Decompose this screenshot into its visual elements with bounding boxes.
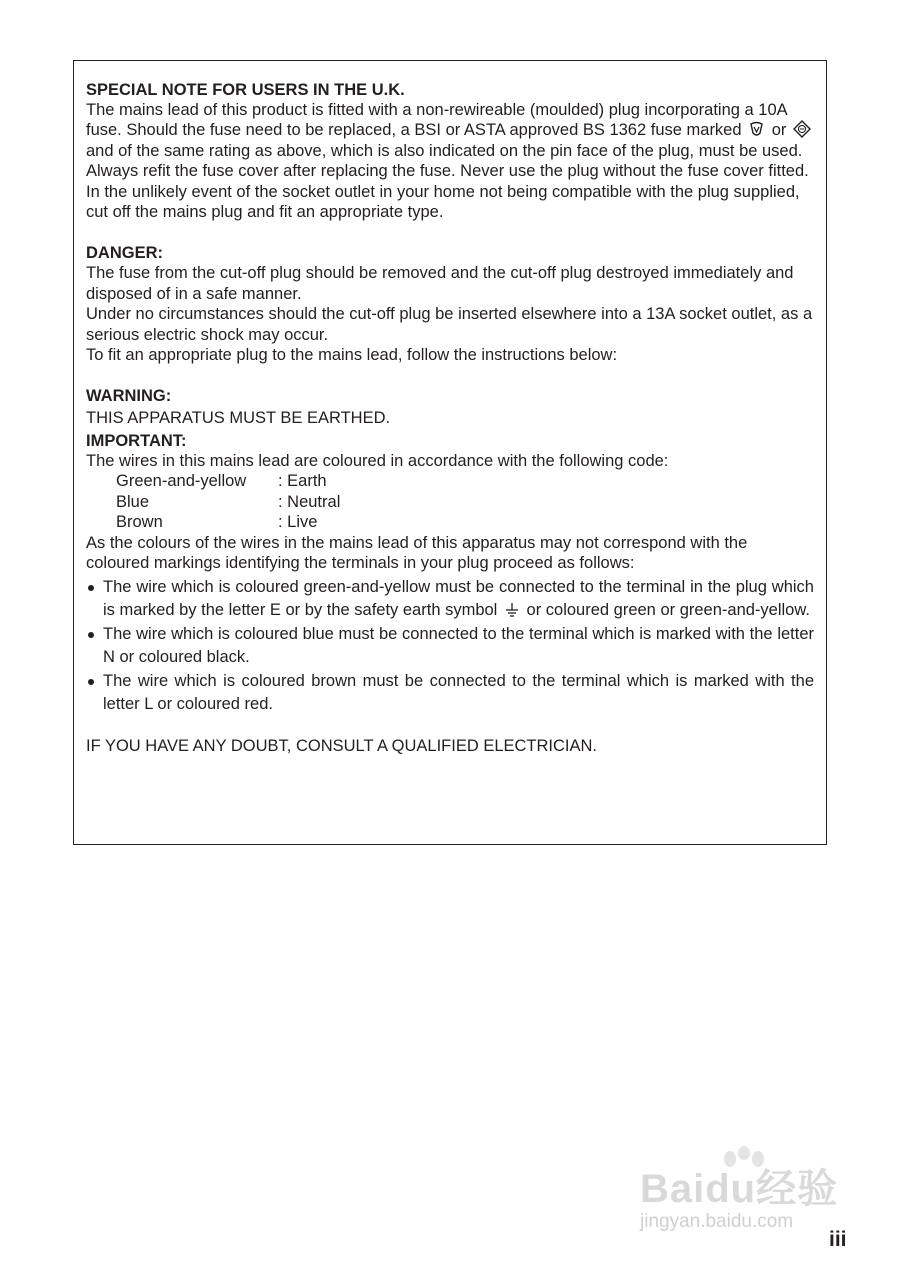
special-note-p1-or: or [767,121,791,140]
warning-heading: WARNING: [86,387,172,406]
important-follow-text: As the colours of the wires in the mains lead of this apparatus may not correspond with the coloured markings identifying the terminals in your plug proceed as follows: [86,533,748,572]
uk-special-note-box [73,60,827,845]
earth-symbol-icon [504,602,520,618]
special-note-p1-after: and of the same rating as above, which is also indicated on the pin face of the plug, must be used. [86,141,803,160]
bsi-kitemark-icon [748,121,765,138]
wire-colour: Green-and-yellow [116,472,247,491]
danger-paragraph-3: To fit an appropriate plug to the mains lead, follow the instructions below: [86,346,618,365]
important-heading: IMPORTANT: [86,431,187,450]
wire-meaning: : Neutral [278,492,341,511]
page-number: iii [829,1228,847,1251]
list-item [86,623,814,669]
bullet-1-before: The wire which is coloured green-and-yellow must be connected to the terminal in the plug which is marked by the letter E or by the safety earth symbol [103,578,814,620]
wiring-instructions-list [86,576,814,716]
special-note-p1-before: The mains lead of this product is fitted with a non-rewireable (moulded) plug incorporating a 10A fuse. Should the fuse need to be replaced, a BSI or ASTA approved BS 1362 fuse marked [86,101,787,140]
wire-colour: Brown [116,513,163,532]
wire-meaning: : Earth [278,472,327,491]
warning-text: THIS APPARATUS MUST BE EARTHED. [86,409,391,428]
bullet-icon [88,632,94,638]
bullet-icon [88,679,94,685]
bullet-2-text: The wire which is coloured blue must be connected to the terminal which is marked with the letter N or coloured black. [103,625,814,667]
special-note-paragraph-2: Always refit the fuse cover after replacing the fuse. Never use the plug without the fuse cover fitted. [86,162,809,181]
asta-mark-icon [793,120,811,138]
special-note-heading: SPECIAL NOTE FOR USERS IN THE U.K. [86,81,405,99]
section-gap [86,717,814,736]
wire-code-row [116,471,340,491]
danger-heading: DANGER: [86,244,163,263]
wire-colour-code-table [116,471,340,532]
list-item [86,670,814,716]
bullet-3-text: The wire which is coloured brown must be connected to the terminal which is marked with the letter L or coloured red. [103,672,814,714]
danger-paragraph-2: Under no circumstances should the cut-off plug be inserted elsewhere into a 13A socket outlet, as a serious electric shock may occur. [86,305,813,344]
wire-code-row [116,512,340,532]
special-note-paragraph-1 [86,100,814,161]
baidu-watermark [640,1145,855,1245]
wire-meaning: : Live [278,513,318,532]
section-gap [86,365,814,386]
wire-colour: Blue [116,492,150,511]
list-item [86,576,814,622]
section-gap [86,222,814,243]
wire-code-row [116,492,340,512]
watermark-logo: Baidu经验 [640,1167,839,1211]
watermark-url: jingyan.baidu.com [640,1211,794,1232]
bullet-1-after: or coloured green or green-and-yellow. [521,601,810,620]
danger-paragraph-1: The fuse from the cut-off plug should be removed and the cut-off plug destroyed immediately and disposed of in a safe manner. [86,264,794,303]
special-note-paragraph-3: In the unlikely event of the socket outlet in your home not being compatible with the plug supplied, cut off the mains plug and fit an appropriate type. [86,182,800,222]
important-intro: The wires in this mains lead are coloured in accordance with the following code: [86,451,669,470]
bullet-icon [88,585,94,591]
closing-advice: IF YOU HAVE ANY DOUBT, CONSULT A QUALIFIED ELECTRICIAN. [86,737,598,756]
